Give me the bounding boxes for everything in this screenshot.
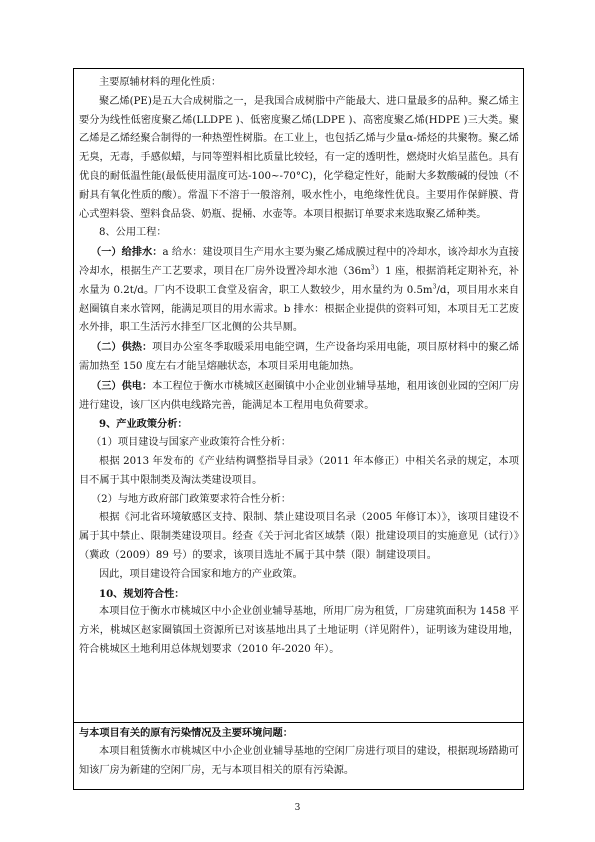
heating-paragraph bbox=[79, 338, 519, 377]
water-sup-1: 3 bbox=[370, 264, 375, 272]
page-number: 3 bbox=[294, 803, 301, 813]
water-heading: （一）给排水： bbox=[91, 246, 163, 259]
utilities-heading: 8、公用工程： bbox=[99, 227, 167, 239]
policy-conclusion: 因此，项目建设符合国家和地方的产业政策。 bbox=[99, 568, 303, 580]
water-text-c: /d，项目用水来自赵圈镇自来水管网，能满足项目的用水需求。b 排水：根据企业提供的资料可知，本项目无工艺废水外排，职工生活污水排至厂区北侧的公共旱厕。 bbox=[79, 284, 520, 334]
pollution-section bbox=[79, 724, 519, 780]
heating-text: 项目办公室冬季取暖采用电能空调，生产设备均采用电能，项目原材料中的聚乙烯需加热至 150 度左右才能呈熔融状态，本项目采用电能加热。 bbox=[79, 342, 520, 372]
main-section bbox=[79, 74, 519, 660]
pollution-title: 与本项目有关的原有污染情况及主要环境问题： bbox=[79, 727, 293, 739]
local-policy-paragraph: 根据《河北省环境敏感区支持、限制、禁止建设项目名录（2005 年修订本）》，该项目建设不属于其中禁止、限制类建设项目。经查《关于河北省区域禁（限）批建设项目的实施意见（试行）》（冀政（2009）89 号）的要求，该项目选址不属于其中禁（限）制建设项目。 bbox=[79, 512, 519, 561]
water-paragraph bbox=[79, 243, 519, 338]
national-policy-paragraph: 根据 2013 年发布的《产业结构调整指导目录》（2011 年本修正）中相关名录的规定，本项目不属于其中限制类及淘汰类建设项目。 bbox=[79, 455, 519, 486]
local-policy-subheading: （2）与地方政府部门政策要求符合性分析： bbox=[91, 493, 292, 505]
planning-heading: 10、规划符合性： bbox=[99, 587, 185, 600]
policy-heading: 9、产业政策分析： bbox=[99, 418, 188, 431]
power-text: 本工程位于衡水市桃城区赵圈镇中小企业创业辅导基地，租用该创业园的空闲厂房进行建设，该厂区内供电线路完善，能满足本工程用电负荷要求。 bbox=[79, 380, 520, 411]
section-divider bbox=[73, 722, 524, 723]
water-sup-2: 3 bbox=[432, 283, 437, 291]
heating-heading: （二）供热： bbox=[91, 341, 153, 354]
planning-paragraph: 本项目位于衡水市桃城区中小企业创业辅导基地，所用厂房为租赁，厂房建筑面积为 1458 平方米，桃城区赵家圈镇国土资源所已对该基地出具了土地证明（详见附件），证明该为建设用地，符合桃城区土地利用总体规划要求（2010 年-2020 年）。 bbox=[79, 606, 519, 655]
water-text-a: a 给水：建设项目生产用水主要为聚乙烯成膜过程中的冷却水，该冷却水为直接冷却水，根据生产工艺要求，项目在厂房外设置冷却水池（36m bbox=[79, 247, 519, 277]
materials-heading: 主要原辅材料的理化性质： bbox=[99, 77, 222, 88]
national-policy-subheading: （1）项目建设与国家产业政策符合性分析： bbox=[91, 437, 292, 449]
power-paragraph bbox=[79, 377, 519, 416]
power-heading: （三）供电： bbox=[91, 379, 153, 392]
polyethylene-paragraph: 聚乙烯(PE)是五大合成树脂之一，是我国合成树脂中产能最大、进口量最多的品种。聚乙烯主要分为线性低密度聚乙烯(LLDPE )、低密度聚乙烯(LDPE )、高密度聚乙烯(HDPE )三大类。聚乙烯是乙烯经聚合制得的一种热塑性树脂。在工业上，也包括乙烯与少量α-烯烃的共聚物。聚乙烯无臭，无毒，手感似蜡，与同等塑料相比质量比较轻，有一定的透明性，燃烧时火焰呈蓝色。具有优良的耐低温性能(最低使用温度可达-100~-70°C)，化学稳定性好，能耐大多数酸碱的侵蚀（不耐具有氧化性质的酸）。常温下不溶于一般溶剂，吸水性小，电绝缘性优良。主要用作保鲜膜、背心式塑料袋、塑料食品袋、奶瓶、提桶、水壶等。本项目根据订单要求来选取聚乙烯种类。 bbox=[79, 95, 519, 220]
water-text-b: ）1 座，根据消耗定期补充，补水量为 0.2t/d。厂内不设职工食堂及宿舍，职工人数较少，用水量约为 0.5m bbox=[79, 265, 519, 296]
pollution-body: 本项目租赁衡水市桃城区中小企业创业辅导基地的空闲厂房进行项目的建设，根据现场踏勘可知该厂房为新建的空闲厂房，无与本项目相关的原有污染源。 bbox=[79, 745, 519, 776]
